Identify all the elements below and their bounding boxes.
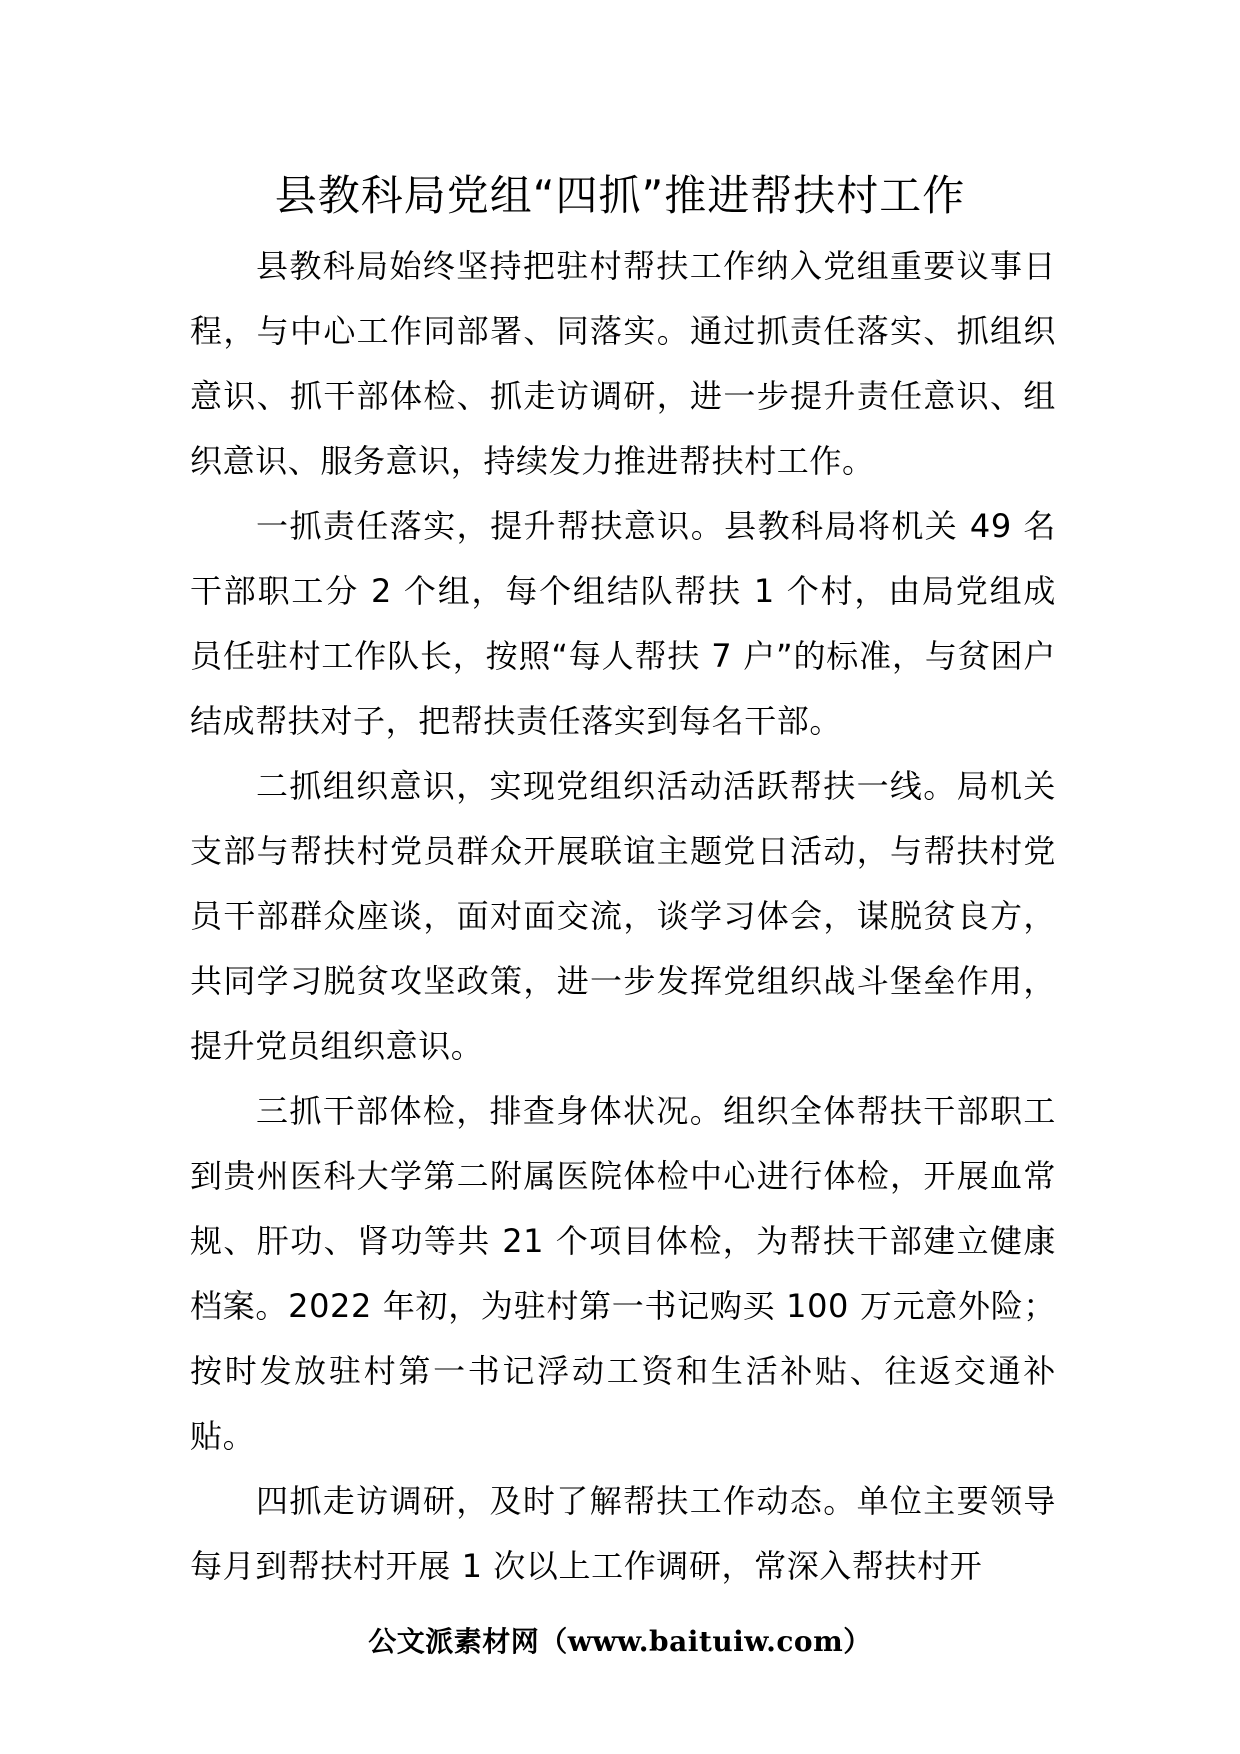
document-body <box>190 234 1056 1599</box>
footer-watermark: 公文派素材网（www.baituiw.com） <box>368 1625 872 1658</box>
paragraph-health-check: 三抓干部体检，排查身体状况。组织全体帮扶干部职工到贵州医科大学第二附属医院体检中心进行体检，开展血常规、肝功、肾功等共 21 个项目体检，为帮扶干部建立健康档案。2022 年初，为驻村第一书记购买 100 万元意外险；按时发放驻村第一书记浮动工资和生活补贴、往返交通补贴。 <box>190 1092 1056 1455</box>
paragraph-visits: 四抓走访调研，及时了解帮扶工作动态。单位主要领导每月到帮扶村开展 1 次以上工作调研，常深入帮扶村开 <box>190 1482 1056 1585</box>
document-title: 县教科局党组“四抓”推进帮扶村工作 <box>274 171 966 220</box>
paragraph-responsibility: 一抓责任落实，提升帮扶意识。县教科局将机关 49 名干部职工分 2 个组，每个组结队帮扶 1 个村，由局党组成员任驻村工作队长，按照“每人帮扶 7 户”的标准，与贫困户结成帮扶对子，把帮扶责任落实到每名干部。 <box>190 507 1056 740</box>
paragraph-intro: 县教科局始终坚持把驻村帮扶工作纳入党组重要议事日程，与中心工作同部署、同落实。通过抓责任落实、抓组织意识、抓干部体检、抓走访调研，进一步提升责任意识、组织意识、服务意识，持续发力推进帮扶村工作。 <box>190 247 1056 480</box>
paragraph-organization: 二抓组织意识，实现党组织活动活跃帮扶一线。局机关支部与帮扶村党员群众开展联谊主题党日活动，与帮扶村党员干部群众座谈，面对面交流，谈学习体会，谋脱贫良方，共同学习脱贫攻坚政策，进一步发挥党组织战斗堡垒作用，提升党员组织意识。 <box>190 767 1056 1065</box>
